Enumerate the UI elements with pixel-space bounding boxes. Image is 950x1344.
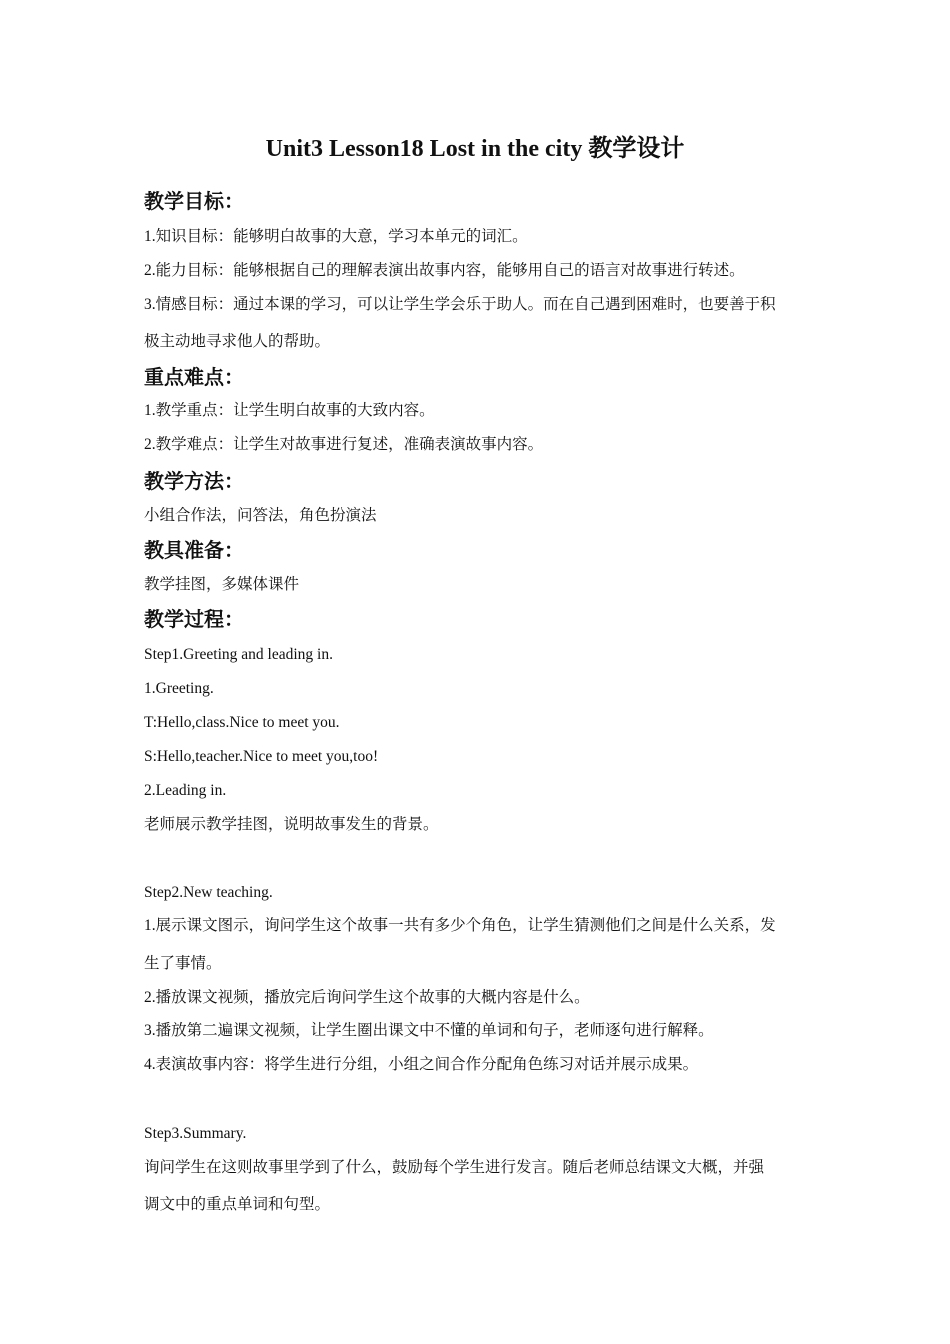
step1-line: T:Hello,class.Nice to meet you. [144, 714, 340, 731]
step1-line: S:Hello,teacher.Nice to meet you,too! [144, 748, 379, 765]
step2-line: 3.播放第二遍课文视频，让学生圈出课文中不懂的单词和句子，老师逐句进行解释。 [144, 1022, 714, 1039]
objective-line-knowledge: 1.知识目标：能够明白故事的大意，学习本单元的词汇。 [144, 228, 528, 245]
key-point-line-focus: 1.教学重点：让学生明白故事的大致内容。 [144, 402, 435, 419]
step2-line: 4.表演故事内容：将学生进行分组，小组之间合作分配角色练习对话并展示成果。 [144, 1056, 699, 1073]
process-heading: 教学过程： [144, 607, 244, 631]
materials-line: 教学挂图，多媒体课件 [144, 576, 300, 593]
step2-line: 1.展示课文图示，询问学生这个故事一共有多少个角色，让学生猜测他们之间是什么关系，发 [144, 917, 776, 934]
key-points-heading: 重点难点： [144, 365, 244, 389]
methods-line: 小组合作法，问答法，角色扮演法 [144, 507, 377, 524]
objectives-heading: 教学目标： [144, 189, 244, 213]
document-title: Unit3 Lesson18 Lost in the city 教学设计 [265, 136, 685, 162]
step3-title: Step3.Summary. [144, 1125, 247, 1142]
step2-line: 2.播放课文视频，播放完后询问学生这个故事的大概内容是什么。 [144, 989, 590, 1006]
step3-line: 调文中的重点单词和句型。 [144, 1196, 331, 1213]
step1-line: 老师展示教学挂图，说明故事发生的背景。 [144, 816, 439, 833]
objective-line-ability: 2.能力目标：能够根据自己的理解表演出故事内容，能够用自己的语言对故事进行转述。 [144, 262, 745, 279]
objective-line-emotion-cont: 极主动地寻求他人的帮助。 [144, 333, 331, 350]
step1-title: Step1.Greeting and leading in. [144, 646, 333, 663]
step2-title: Step2.New teaching. [144, 884, 273, 901]
step1-line: 1.Greeting. [144, 680, 214, 697]
materials-heading: 教具准备： [144, 538, 244, 562]
objective-line-emotion: 3.情感目标：通过本课的学习，可以让学生学会乐于助人。而在自己遇到困难时，也要善于积 [144, 296, 776, 313]
step2-line: 生了事情。 [144, 955, 222, 972]
methods-heading: 教学方法： [144, 469, 244, 493]
step1-line: 2.Leading in. [144, 782, 227, 799]
step3-line: 询问学生在这则故事里学到了什么，鼓励每个学生进行发言。随后老师总结课文大概，并强 [144, 1159, 765, 1176]
key-point-line-difficulty: 2.教学难点：让学生对故事进行复述，准确表演故事内容。 [144, 436, 544, 453]
